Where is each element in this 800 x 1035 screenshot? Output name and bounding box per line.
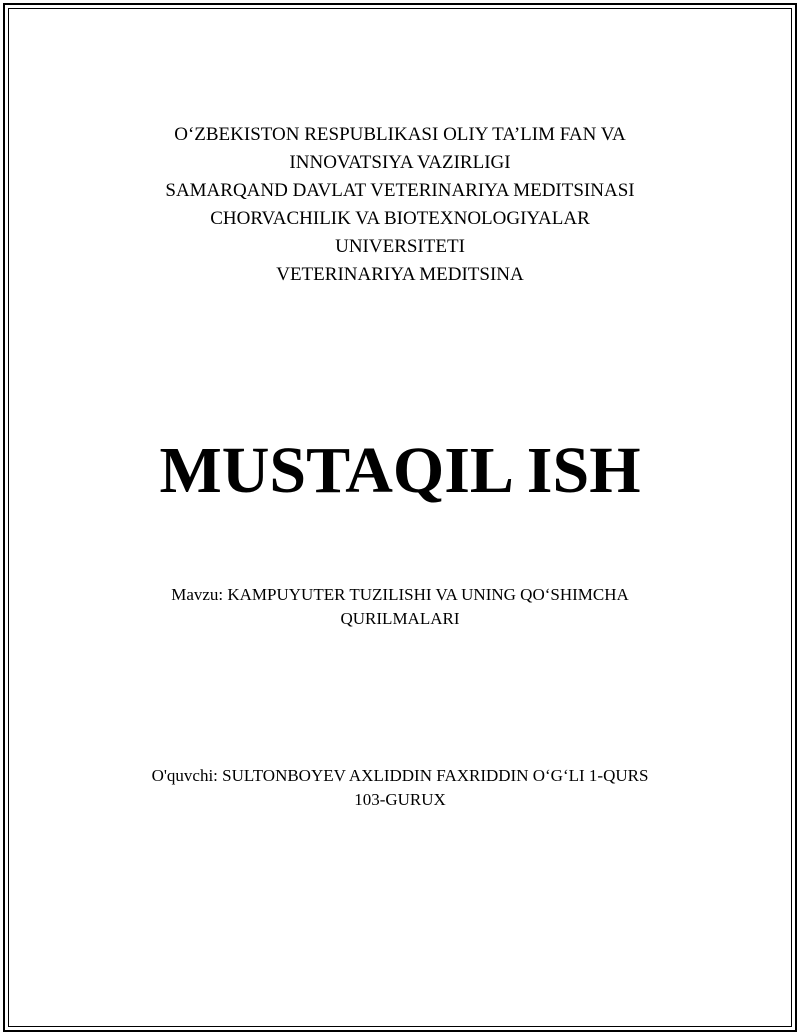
topic-line: Mavzu: KAMPUYUTER TUZILISHI VA UNING QO‘SHIMCHA xyxy=(171,585,629,604)
topic-line-cont: QURILMALARI xyxy=(340,609,460,628)
header-line-ministry: O‘ZBEKISTON RESPUBLIKASI OLIY TA’LIM FAN VA xyxy=(174,124,626,145)
header-line-university-end: UNIVERSITETI xyxy=(335,236,465,257)
student-line: O'quvchi: SULTONBOYEV AXLIDDIN FAXRIDDIN O‘G‘LI 1-QURS xyxy=(151,766,649,785)
document-title: MUSTAQIL ISH xyxy=(159,434,641,507)
header-line-ministry-cont: INNOVATSIYA VAZIRLIGI xyxy=(289,152,511,173)
header-line-university-cont: CHORVACHILIK VA BIOTEXNOLOGIYALAR xyxy=(210,208,590,229)
student-block xyxy=(80,764,720,812)
header-line-university: SAMARQAND DAVLAT VETERINARIYA MEDITSINASI xyxy=(165,180,635,201)
student-group-line: 103-GURUX xyxy=(354,790,446,809)
header-line-faculty: VETERINARIYA MEDITSINA xyxy=(276,264,524,285)
topic-block xyxy=(80,583,720,631)
institution-header xyxy=(60,121,740,289)
